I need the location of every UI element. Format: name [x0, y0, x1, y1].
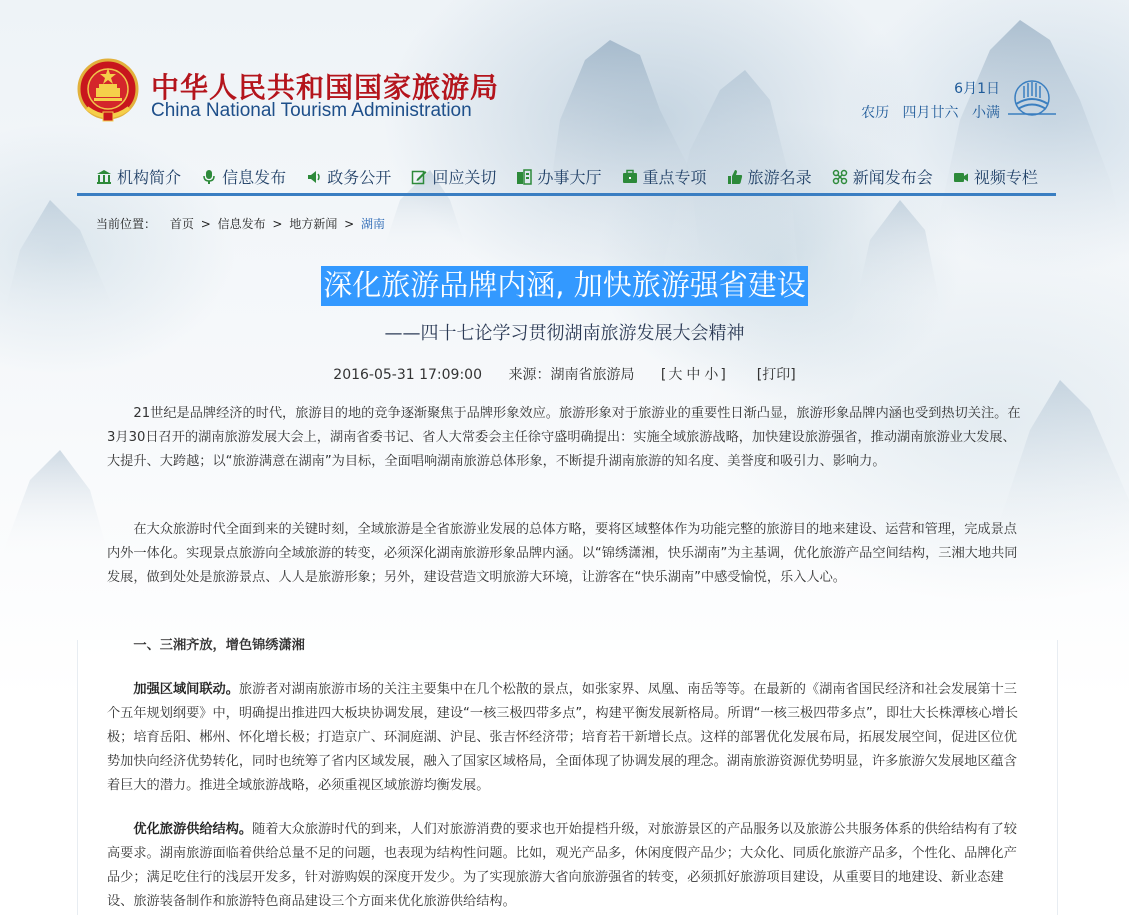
- breadcrumb-separator: >: [200, 217, 211, 231]
- article-source: 来源：湖南省旅游局: [508, 367, 635, 383]
- nav-label: 办事大厅: [537, 168, 602, 187]
- paragraph-body: 旅游者对湖南旅游市场的关注主要集中在几个松散的景点，如张家界、凤凰、南岳等等。在最新的《湖南省国民经济和社会发展第十三个五年规划纲要》中，明确提出推进四大板块协调发展，建设“一核三极四带多点”，构建平衡发展新格局。所谓“一核三极四带多点”，即壮大长株潭核心增长极；培育岳阳、郴州、怀化增长极；打造京广、环洞庭湖、沪昆、张吉怀经济带；培育若干新增长点。这样的部署优化发展布局，拓展发展空间，促进区位优势加快向经济优势转化，同时也统筹了省内区域发展，融入了国家区域格局，全面体现了协调发展的理念。湖南旅游资源优势明显，许多旅游欠发展地区蕴含着巨大的潜力。推进全域旅游战略，必须重视区域旅游均衡发展。: [107, 682, 1018, 793]
- nav-item-tourism-directory[interactable]: [727, 165, 812, 188]
- nav-label: 政务公开: [327, 168, 392, 187]
- nav-label: 新闻发布会: [852, 168, 933, 187]
- nav-item-response[interactable]: [411, 165, 496, 188]
- nav-item-press-conference[interactable]: [832, 165, 933, 188]
- article-meta: [0, 364, 1129, 384]
- nav-item-organization[interactable]: [96, 165, 181, 188]
- lunar-label: 农历: [861, 105, 890, 121]
- rice-field-icon: [1008, 78, 1056, 116]
- speaker-icon: [306, 169, 322, 185]
- breadcrumb-separator: >: [272, 217, 283, 231]
- article-title: [0, 266, 1129, 306]
- paragraph-lead: 优化旅游供给结构。: [133, 822, 253, 837]
- paragraph-lead: 加强区域间联动。: [133, 682, 239, 697]
- nav-item-key-projects[interactable]: [622, 165, 707, 188]
- solar-term: 小满: [972, 105, 1000, 121]
- breadcrumb-separator: >: [344, 217, 355, 231]
- font-large-button[interactable]: 大: [668, 367, 683, 383]
- breadcrumb-prefix: 当前位置：: [96, 217, 157, 231]
- microphone-icon: [201, 169, 217, 185]
- breadcrumb-current-hunan[interactable]: 湖南: [361, 217, 386, 231]
- publish-datetime: 2016-05-31 17:09:00: [333, 367, 482, 383]
- site-title-en: China National Tourism Administration: [151, 100, 472, 121]
- video-icon: [953, 169, 969, 185]
- main-nav: [77, 166, 1056, 196]
- article-paragraph: [107, 678, 1021, 798]
- hall-icon: [516, 169, 532, 185]
- section-heading: 一、三湘齐放，增色锦绣潇湘: [133, 638, 305, 653]
- national-emblem-icon: [77, 58, 139, 124]
- nav-item-info-release[interactable]: [201, 165, 286, 188]
- network-icon: [832, 169, 848, 185]
- site-title-cn: 中华人民共和国国家旅游局: [151, 71, 500, 104]
- nav-item-service-hall[interactable]: [516, 165, 601, 188]
- nav-item-government-affairs[interactable]: [306, 165, 391, 188]
- nav-label: 机构简介: [117, 168, 182, 187]
- lunar-date: 四月廿六: [902, 105, 959, 121]
- font-bracket-open: [: [660, 367, 667, 383]
- article-title-text: 深化旅游品牌内涵, 加快旅游强省建设: [321, 266, 807, 306]
- font-small-button[interactable]: 小: [704, 367, 719, 383]
- article-paragraph: [107, 818, 1021, 914]
- building-icon: [96, 169, 112, 185]
- article-subtitle: ——四十七论学习贯彻湖南旅游发展大会精神: [384, 323, 745, 344]
- nav-label: 信息发布: [222, 168, 287, 187]
- nav-label: 视频专栏: [973, 168, 1038, 187]
- breadcrumb: [96, 215, 385, 232]
- nav-label: 重点专项: [642, 168, 707, 187]
- breadcrumb-home[interactable]: 首页: [169, 217, 194, 231]
- article-paragraph: 在大众旅游时代全面到来的关键时刻，全域旅游是全省旅游业发展的总体方略，要将区域整体作为功能完整的旅游目的地来建设、运营和管理，完成景点内外一体化。实现景点旅游向全域旅游的转变，必须深化湖南旅游形象品牌内涵。以“锦绣潇湘，快乐湖南”为主基调，优化旅游产品空间结构，三湘大地共同发展，做到处处是旅游景点、人人是旅游形象；另外，建设营造文明旅游大环境，让游客在“快乐湖南”中感受愉悦，乐入人心。: [107, 522, 1018, 585]
- font-size-switcher: [661, 367, 730, 383]
- font-medium-button[interactable]: 中: [686, 367, 701, 383]
- date-panel: [861, 78, 1056, 122]
- edit-icon: [411, 169, 427, 185]
- briefcase-icon: [622, 169, 638, 185]
- breadcrumb-local-news[interactable]: 地方新闻: [289, 217, 338, 231]
- nav-label: 旅游名录: [747, 168, 812, 187]
- nav-label: 回应关切: [432, 168, 497, 187]
- paragraph-body: 随着大众旅游时代的到来，人们对旅游消费的要求也开始提档升级，对旅游景区的产品服务以及旅游公共服务体系的供给结构有了较高要求。湖南旅游面临着供给总量不足的问题，也表现为结构性问题。比如，观光产品多，休闲度假产品少；大众化、同质化旅游产品多，个性化、品牌化产品少；满足吃住行的浅层开发多，针对游购娱的深度开发少。为了实现旅游大省向旅游强省的转变，必须抓好旅游项目建设，从重要目的地建设、新业态建设、旅游装备制作和旅游特色商品建设三个方面来优化旅游供给结构。: [107, 822, 1017, 909]
- breadcrumb-info-release[interactable]: 信息发布: [217, 217, 266, 231]
- print-button[interactable]: [打印]: [756, 367, 796, 383]
- current-date: 6月1日: [954, 81, 1000, 97]
- thumbs-up-icon: [727, 169, 743, 185]
- article-paragraph: 21世纪是品牌经济的时代，旅游目的地的竞争逐渐聚焦于品牌形象效应。旅游形象对于旅游业的重要性日渐凸显，旅游形象品牌内涵也受到热切关注。在3月30日召开的湖南旅游发展大会上，湖南省委书记、省人大常委会主任徐守盛明确提出：实施全域旅游战略，加快建设旅游强省，推动湖南旅游业大发展、大提升、大跨越；以“旅游满意在湖南”为目标，全面唱响湖南旅游总体形象，不断提升湖南旅游的知名度、美誉度和吸引力、影响力。: [107, 406, 1021, 469]
- nav-item-video[interactable]: [953, 165, 1038, 188]
- font-bracket-close: ]: [720, 367, 726, 383]
